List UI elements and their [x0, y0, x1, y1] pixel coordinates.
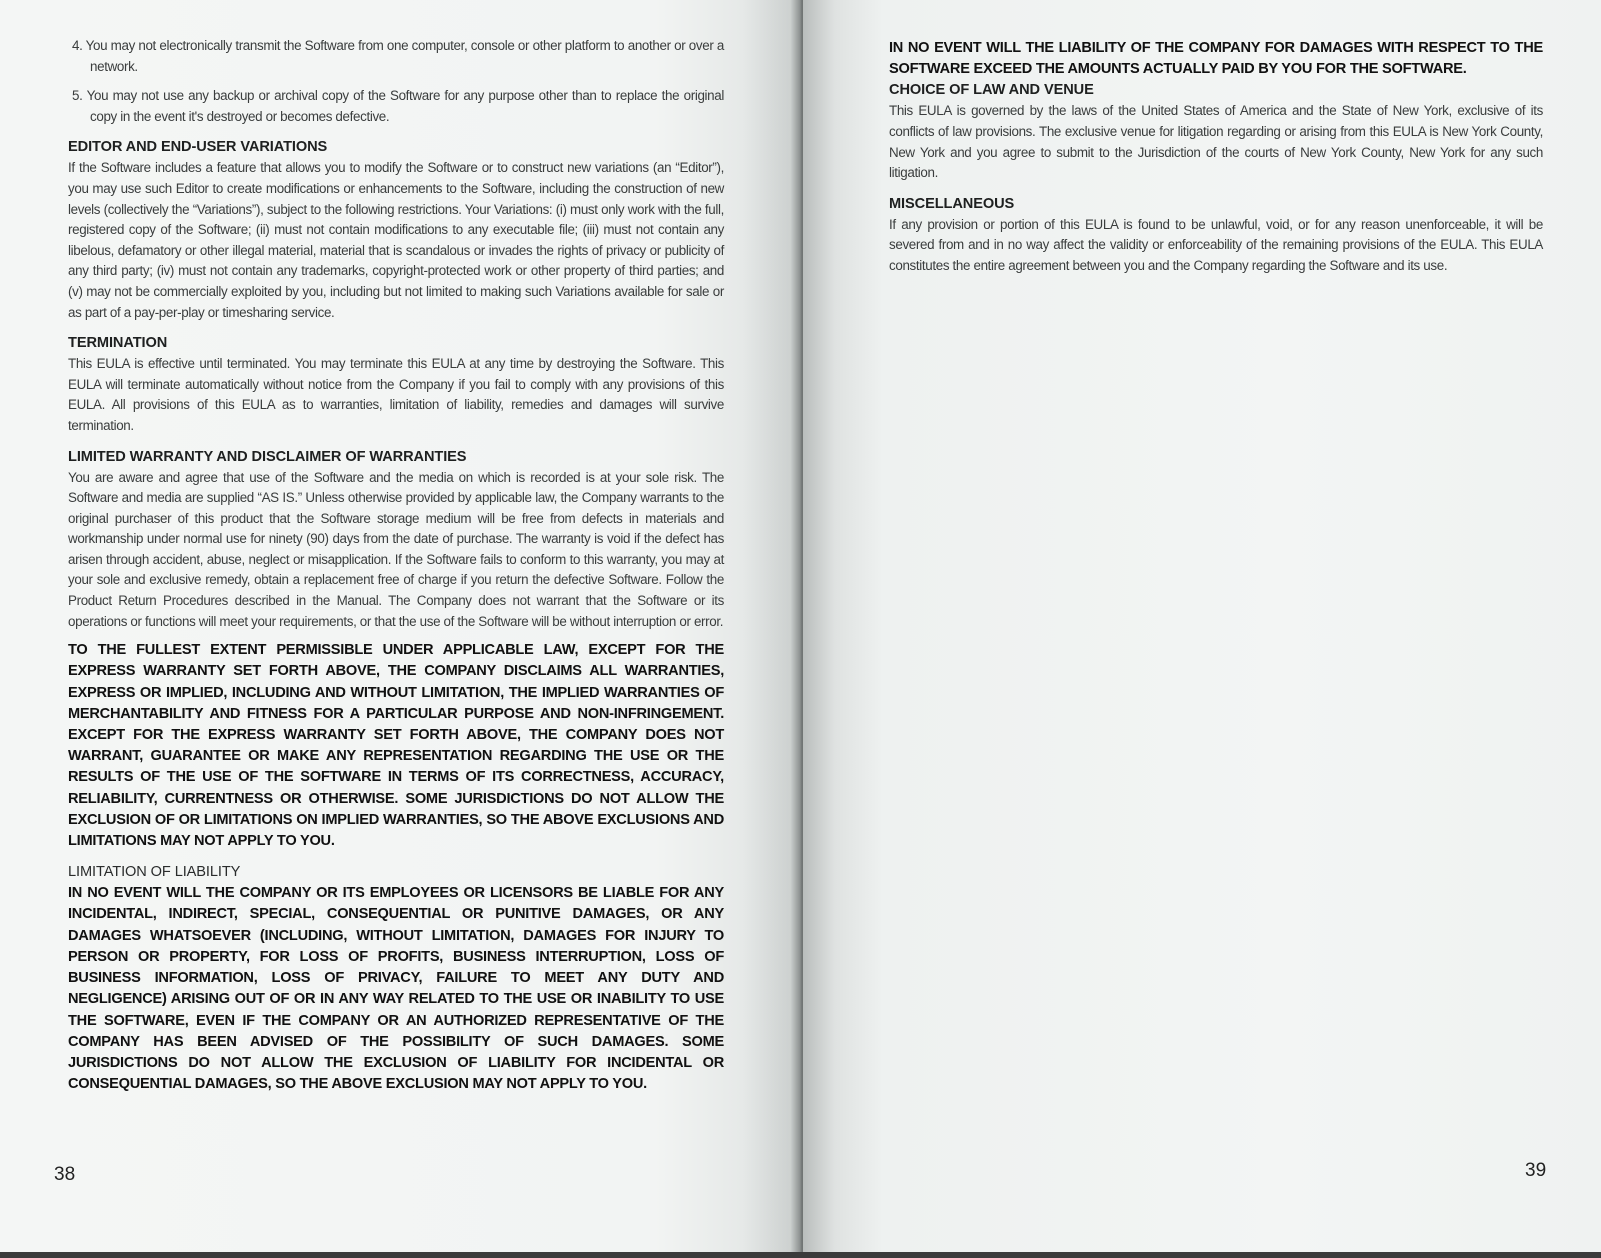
section-heading-warranty: LIMITED WARRANTY AND DISCLAIMER OF WARRANTIES: [68, 448, 467, 465]
section-heading-choice-of-law: CHOICE OF LAW AND VENUE: [889, 82, 1094, 99]
right-page: [803, 0, 1601, 1252]
page-bottom-edge: [0, 1252, 1601, 1258]
warranty-disclaimer-caps: TO THE FULLEST EXTENT PERMISSIBLE UNDER APPLICABLE LAW, EXCEPT FOR THE EXPRESS WARRANTY SET FORTH ABOVE, THE COMPANY DISCLAIMS ALL WARRANTIES, EXPRESS OR IMPLIED, INCLUDING AND WITHOUT LIMITATION, THE IMPLIED WARRANTIES OF MERCHANTABILITY AND FITNESS FOR A PARTICULAR PURPOSE AND NON-INFRINGEMENT. EXCEPT FOR THE EXPRESS WARRANTY SET FORTH ABOVE, THE COMPANY DOES NOT WARRANT, GUARANTEE OR MAKE ANY REPRESENTATION REGARDING THE USE OR THE RESULTS OF THE USE OF THE SOFTWARE IN TERMS OF ITS CORRECTNESS, ACCURACY, RELIABILITY, CURRENTNESS OR OTHERWISE. SOME JURISDICTIONS DO NOT ALLOW THE EXCLUSION OF OR LIMITATIONS ON IMPLIED WARRANTIES, SO THE ABOVE EXCLUSIONS AND LIMITATIONS MAY NOT APPLY TO YOU.: [68, 642, 724, 850]
page-number: 39: [1525, 1160, 1547, 1181]
section-body-editor: If the Software includes a feature that allows you to modify the Software or to construct new variations (an “Editor”), you may use such Editor to create modifications or enhancements to the Software, including the construction of new levels (collectively the “Variations”), subject to the following restrictions. Your Variations: (i) must only work with the full, registered copy of the Software; (ii) must not contain modifications to any executable file; (iii) must not contain any libelous, defamatory or other illegal material, material that is scandalous or invades the rights of privacy or publicity of any third party; (iv) must not contain any trademarks, copyright-protected work or other property of third parties; and (v) may not be commercially exploited by you, including but not limited to making such Variations available for sale or as part of a pay-per-play or timesharing service.: [68, 160, 724, 320]
list-item: 4. You may not electronically transmit the Software from one computer, console or other platform to another or over a network.: [72, 38, 724, 74]
page-number: 38: [54, 1164, 76, 1185]
section-body-termination: This EULA is effective until terminated. You may terminate this EULA at any time by destroying the Software. This EULA will terminate automatically without notice from the Company if you fail to comply with any provisions of this EULA. All provisions of this EULA as to warranties, limitation of liability, remedies and damages will survive termination.: [68, 356, 724, 433]
left-column: [68, 36, 724, 1095]
section-heading-termination: TERMINATION: [68, 335, 168, 352]
section-body-warranty: You are aware and agree that use of the Software and the media on which is recorded is at your sole risk. The Software and media are supplied “AS IS.” Unless otherwise provided by applicable law, the Company warrants to the original purchaser of this product that the Software storage medium will be free from defects in materials and workmanship under normal use for ninety (90) days from the date of purchase. The warranty is void if the defect has arisen through accident, abuse, neglect or misapplication. If the Software fails to conform to this warranty, you may at your sole and exclusive remedy, obtain a replacement free of charge if you return the defective Software. Follow the Product Return Procedures described in the Manual. The Company does not warrant that the Software or its operations or functions will meet your requirements, or that the use of the Software will be without interruption or error.: [68, 469, 724, 629]
section-heading-liability: LIMITATION OF LIABILITY: [68, 864, 241, 881]
liability-caps: IN NO EVENT WILL THE COMPANY OR ITS EMPLOYEES OR LICENSORS BE LIABLE FOR ANY INCIDENTAL, INDIRECT, SPECIAL, CONSEQUENTIAL OR PUNITIVE DAMAGES, OR ANY DAMAGES WHATSOEVER (INCLUDING, WITHOUT LIMITATION, DAMAGES FOR INJURY TO PERSON OR PROPERTY, FOR LOSS OF PROFITS, BUSINESS INTERRUPTION, LOSS OF BUSINESS INFORMATION, LOSS OF PRIVACY, FAILURE TO MEET ANY DUTY AND NEGLIGENCE) ARISING OUT OF OR IN ANY WAY RELATED TO THE USE OR INABILITY TO USE THE SOFTWARE, EVEN IF THE COMPANY OR AN AUTHORIZED REPRESENTATIVE OF THE COMPANY HAS BEEN ADVISED OF THE POSSIBILITY OF SUCH DAMAGES. SOME JURISDICTIONS DO NOT ALLOW THE EXCLUSION OF LIABILITY FOR INCIDENTAL OR CONSEQUENTIAL DAMAGES, SO THE ABOVE EXCLUSION MAY NOT APPLY TO YOU.: [68, 885, 724, 1093]
list-item: 5. You may not use any backup or archival copy of the Software for any purpose other than to replace the original copy in the event it's destroyed or becomes defective.: [72, 88, 724, 124]
section-heading-miscellaneous: MISCELLANEOUS: [889, 195, 1015, 212]
left-page: [0, 0, 798, 1252]
section-heading-editor: EDITOR AND END-USER VARIATIONS: [68, 139, 328, 156]
right-column: [889, 38, 1543, 277]
section-body-choice-of-law: This EULA is governed by the laws of the United States of America and the State of New York, exclusive of its conflicts of law provisions. The exclusive venue for litigation regarding or arising from this EULA is New York County, New York and you agree to submit to the Jurisdiction of the courts of New York County, New York for any such litigation.: [889, 103, 1543, 181]
section-body-miscellaneous: If any provision or portion of this EULA is found to be unlawful, void, or for any reason unenforceable, it will be severed from and in no way affect the validity or enforceability of the remaining provisions of the EULA. This EULA constitutes the entire agreement between you and the Company regarding the Software and its use.: [889, 216, 1543, 273]
liability-cap-caps: IN NO EVENT WILL THE LIABILITY OF THE COMPANY FOR DAMAGES WITH RESPECT TO THE SOFTWARE EXCEED THE AMOUNTS ACTUALLY PAID BY YOU FOR THE SOFTWARE.: [889, 40, 1543, 78]
